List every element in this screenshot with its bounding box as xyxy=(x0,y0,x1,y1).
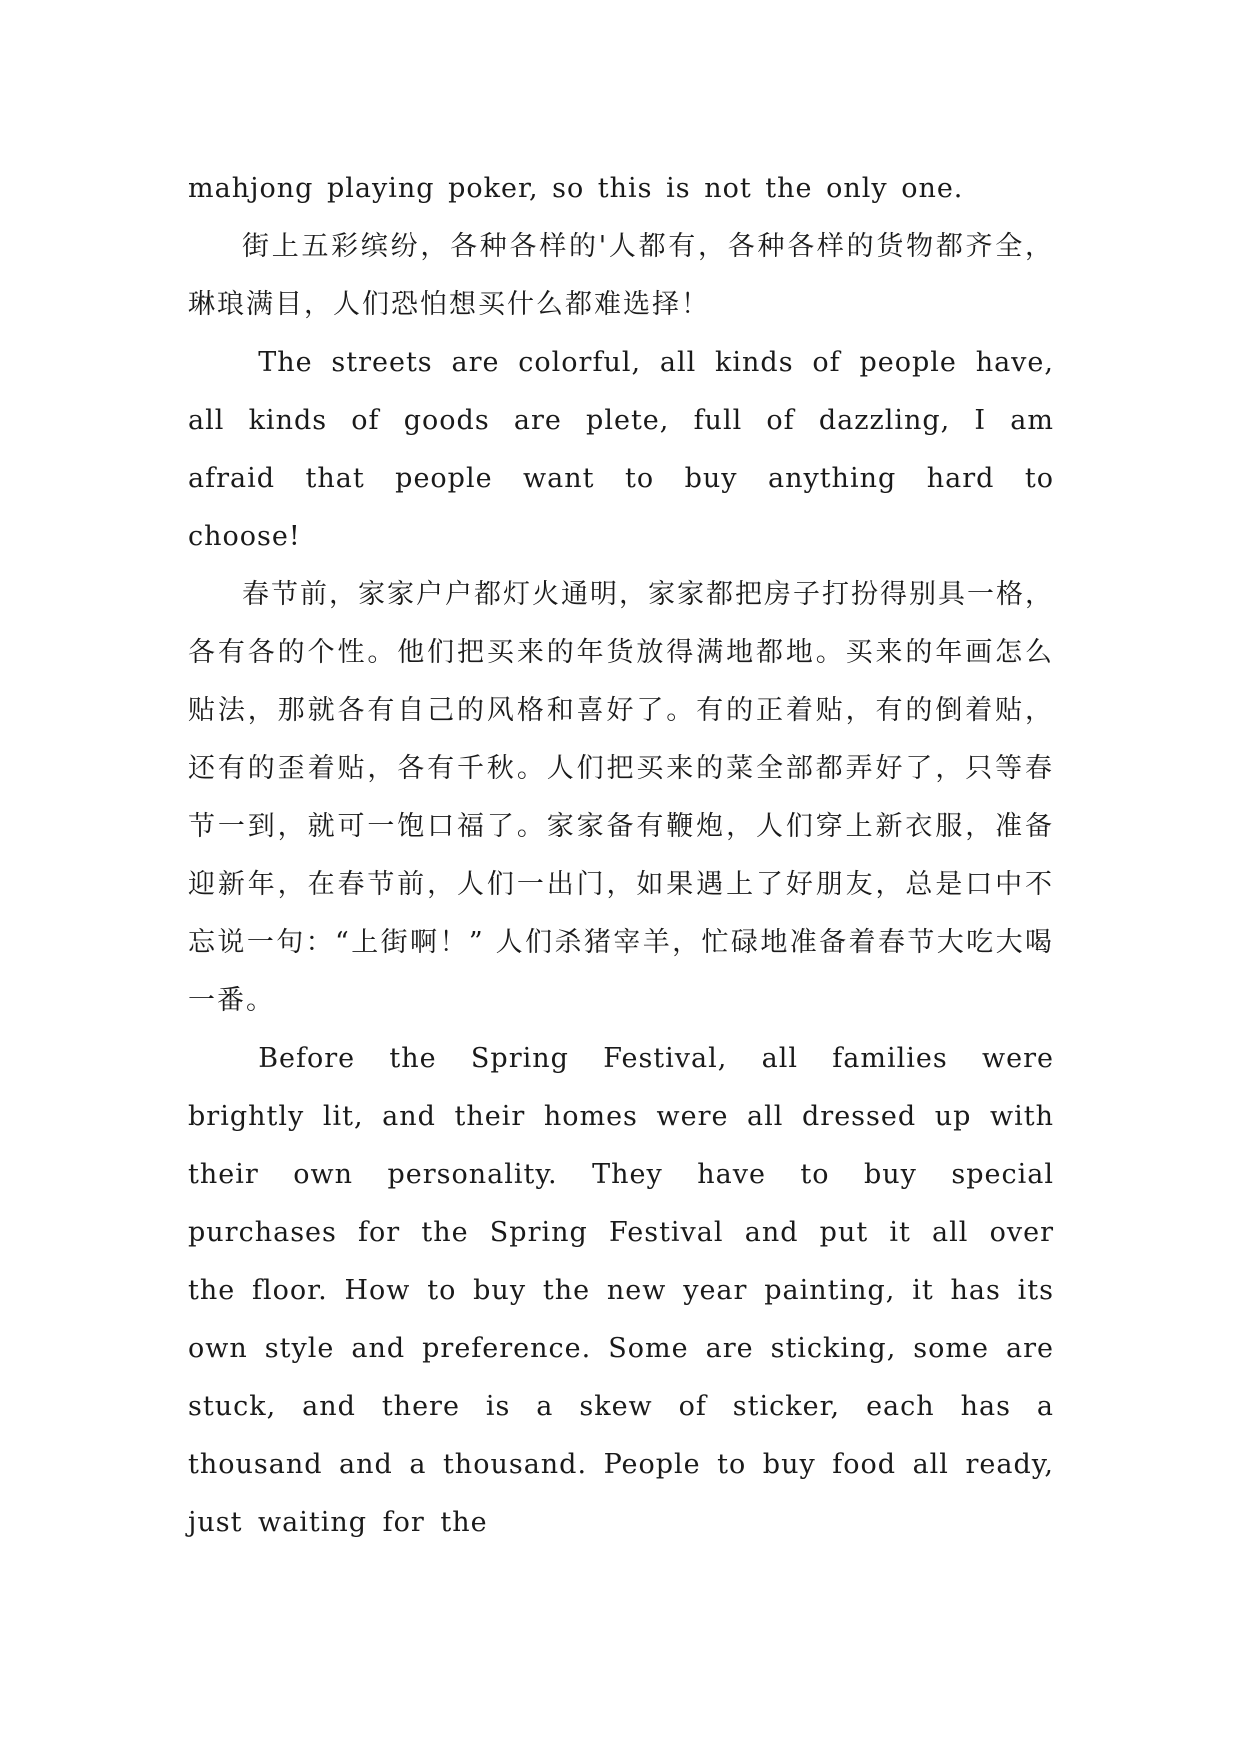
paragraph-english-festival: Before the Spring Festival, all families were brightly lit, and their homes were all dressed up with their own personality. They have to buy special purchases for the Spring Festival and put it all over the floor. How to buy the new year painting, it has its own style and preference. Some are sticking, some are stuck, and there is a skew of sticker, each has a thousand and a thousand. People to buy food all ready, just waiting for the xyxy=(188,1043,1054,1538)
paragraph-chinese-festival: 春节前，家家户户都灯火通明，家家都把房子打扮得别具一格，各有各的个性。他们把买来的年货放得满地都地。买来的年画怎么贴法，那就各有自己的风格和喜好了。有的正着贴，有的倒着贴，还有的歪着贴，各有千秋。人们把买来的菜全部都弄好了，只等春节一到，就可一饱口福了。家家备有鞭炮，人们穿上新衣服，准备迎新年，在春节前，人们一出门，如果遇上了好朋友，总是口中不忘说一句：“上街啊！” 人们杀猪宰羊，忙碌地准备着春节大吃大喝一番。 xyxy=(188,579,1054,1016)
paragraph-continuation: mahjong playing poker, so this is not the only one. xyxy=(188,173,964,204)
paragraph-english-streets: The streets are colorful, all kinds of people have, all kinds of goods are plete, full of dazzling, I am afraid that people want to buy anything hard to choose! xyxy=(188,347,1054,552)
document-page xyxy=(188,160,1054,1552)
paragraph-chinese-streets: 街上五彩缤纷，各种各样的'人都有，各种各样的货物都齐全，琳琅满目，人们恐怕想买什么都难选择！ xyxy=(188,231,1054,320)
